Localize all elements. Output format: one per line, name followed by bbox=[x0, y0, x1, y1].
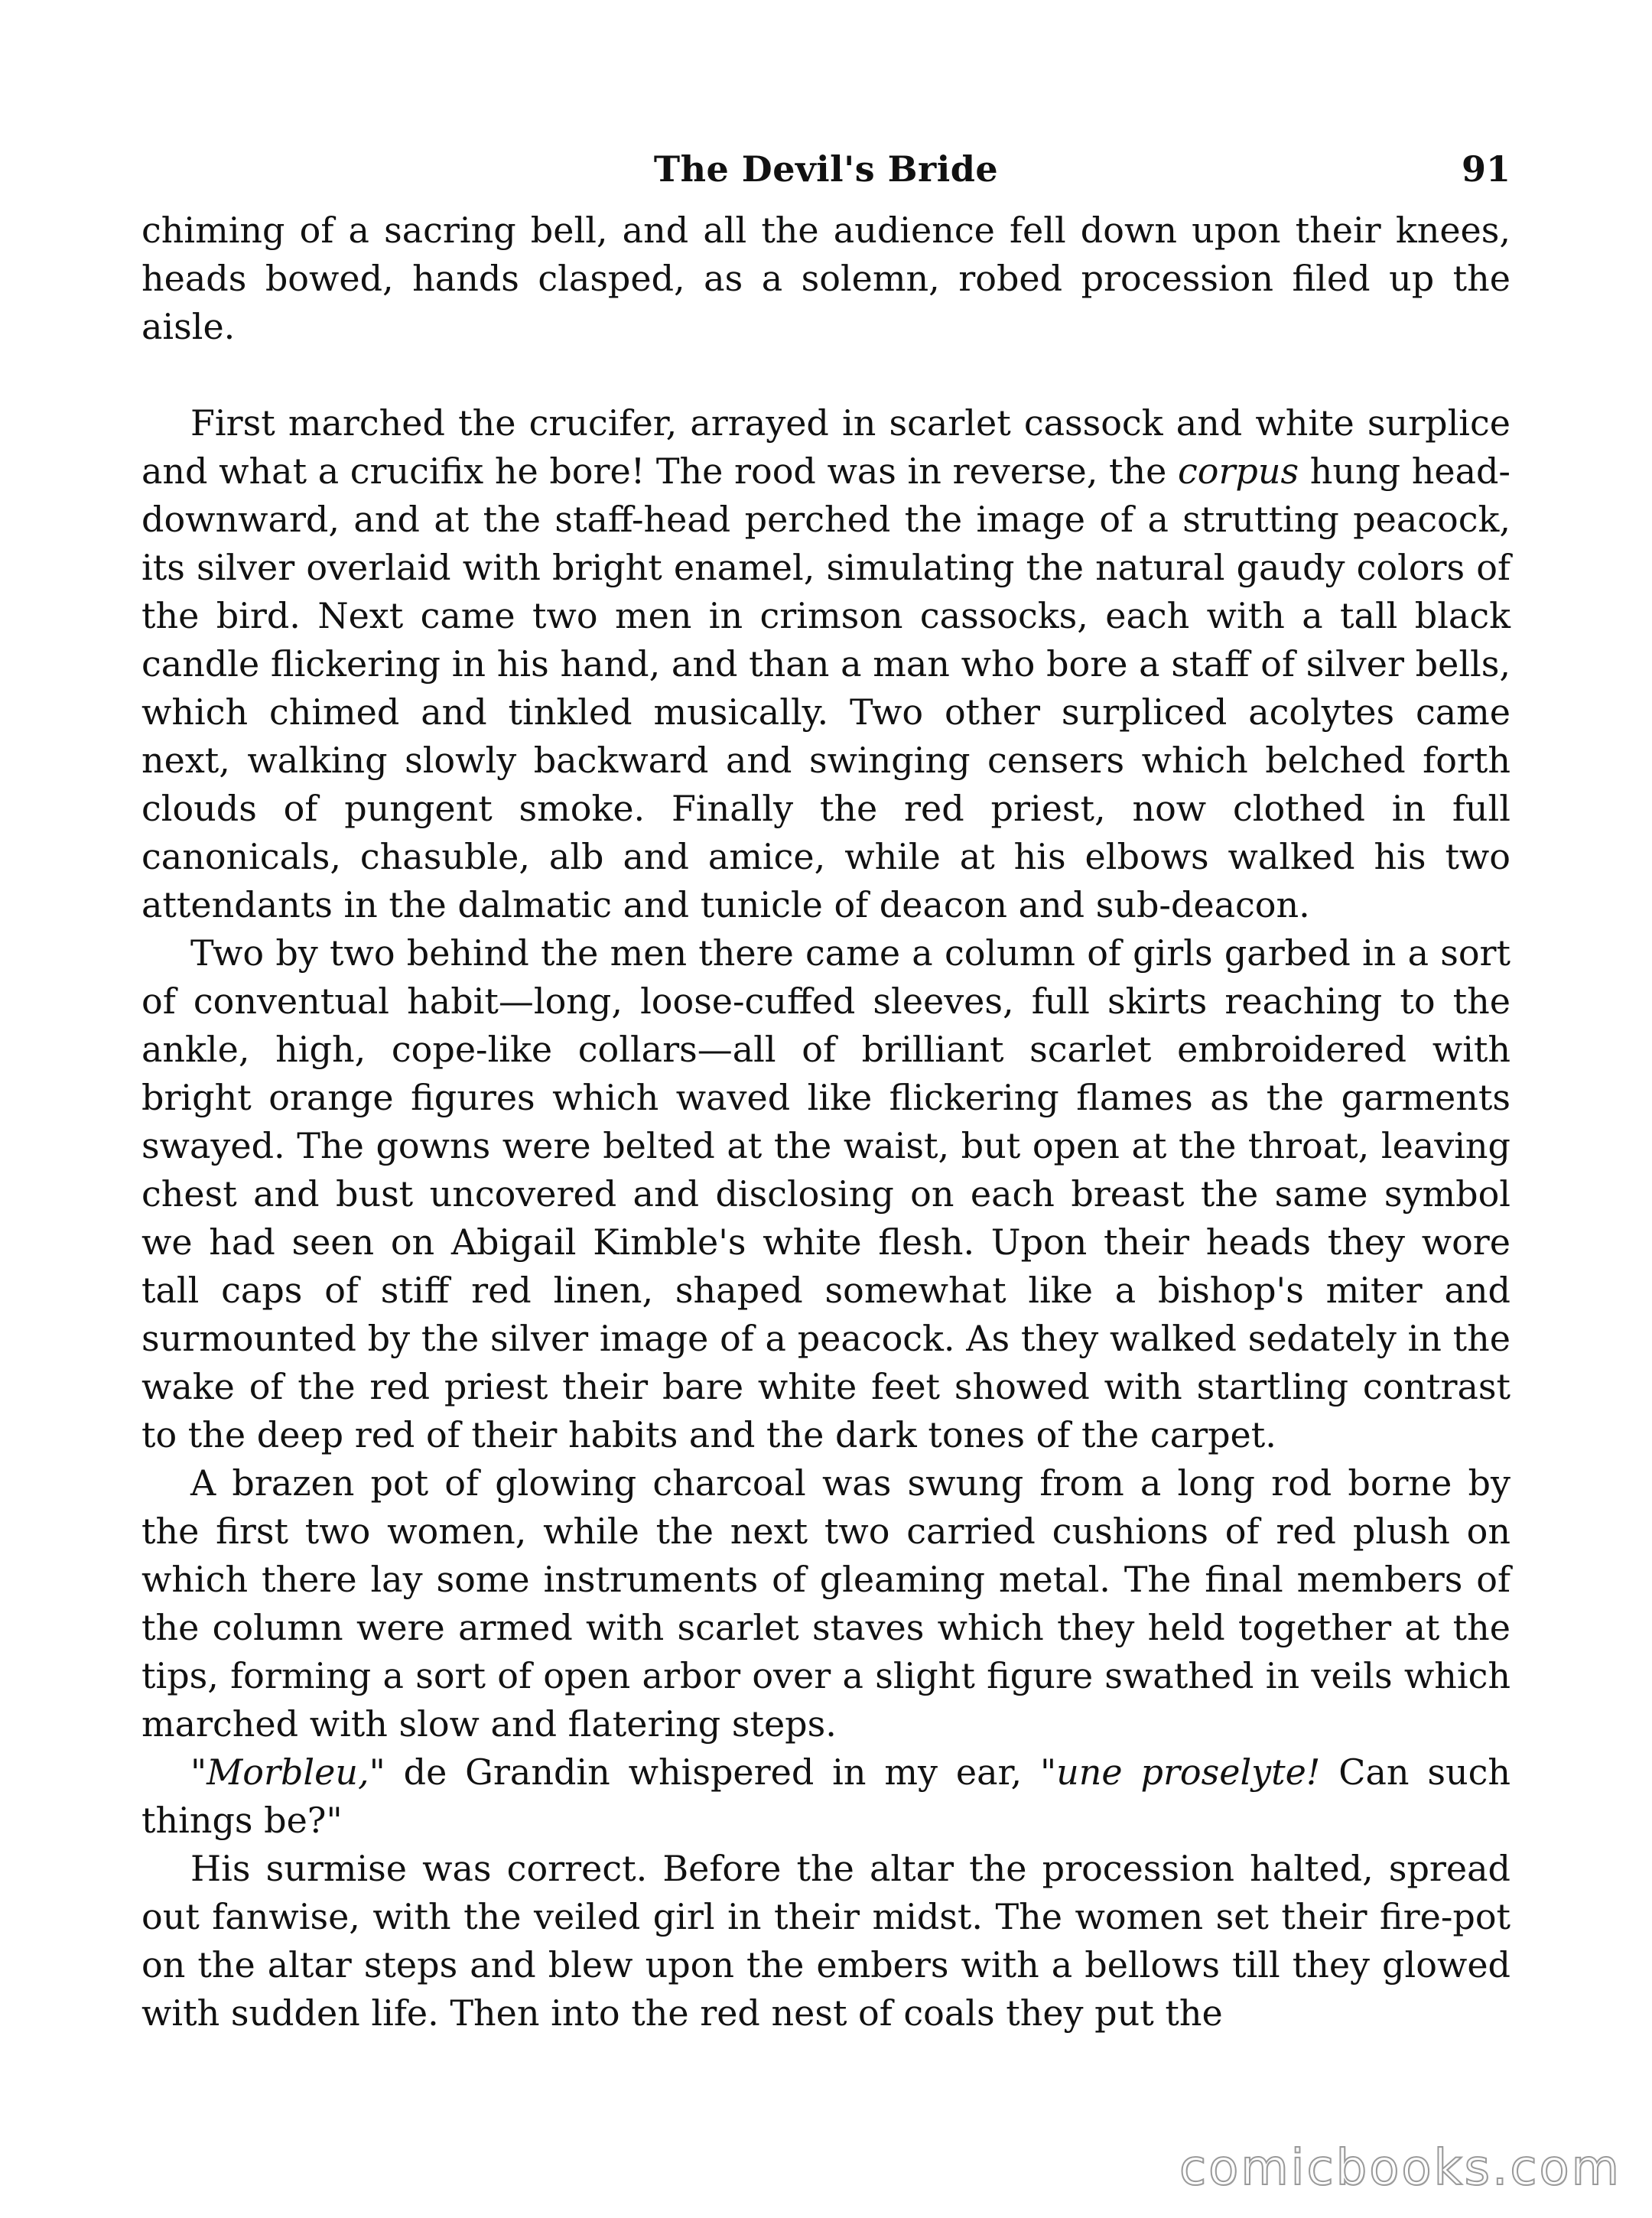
paragraph-girls-column: Two by two behind the men there came a column of girls garbed in a sort of conventual habit—long, loose-cuffed sleeves, full skirts reaching to the ankle, high, cope-like collars—all of brilliant scarlet embroidered with bright orange figures which waved like flickering flames as the garments swayed. The gowns were belted at the waist, but open at the throat, leaving chest and bust uncovered and disclosing on each breast the same symbol we had seen on Abigail Kimble's white flesh. Upon their heads they wore tall caps of stiff red linen, shaped somewhat like a bishop's miter and surmounted by the silver image of a peacock. As they walked sedately in the wake of the red priest their bare white feet showed with startling contrast to the deep red of their habits and the dark tones of the carpet. bbox=[141, 932, 1511, 1455]
paragraph-surmise: His surmise was correct. Before the altar the procession halted, spread out fanwise, with the veiled girl in their midst. The women set their fire-pot on the altar steps and blew upon the embers with a bellows till they glowed with sudden life. Then into the red nest of coals they put the bbox=[141, 1848, 1511, 2034]
text-run: Can such things be?" bbox=[141, 1751, 1511, 1841]
italic-morbleu: Morbleu, bbox=[206, 1751, 369, 1793]
body-text bbox=[141, 207, 1511, 2038]
paragraph-continued: chiming of a sacring bell, and all the audience fell down upon their knees, heads bowed, hands clasped, as a solemn, robed procession filed up the aisle. bbox=[141, 210, 1511, 347]
page-number: 91 bbox=[1461, 148, 1511, 190]
paragraph-procession bbox=[141, 399, 1511, 929]
italic-une-proselyte: une proselyte! bbox=[1056, 1751, 1321, 1793]
text-run: " de Grandin whispered in my ear, " bbox=[369, 1751, 1057, 1793]
text-run: hung head-downward, and at the staff-head perched the image of a strutting peacock, its silver overlaid with bright enamel, simulating the natural gaudy colors of the bird. Next came two men in crimson cassocks, each with a tall black candle flickering in his hand, and than a man who bore a staff of silver bells, which chimed and tinkled musically. Two other surpliced acolytes came next, walking slowly backward and swinging censers which belched forth clouds of pungent smoke. Finally the red priest, now clothed in full canonicals, chasuble, alb and amice, while at his elbows walked his two attendants in the dalmatic and tunicle of deacon and sub-deacon. bbox=[141, 450, 1511, 925]
running-title: The Devil's Bride bbox=[653, 148, 999, 190]
paragraph-de-grandin-whisper bbox=[141, 1748, 1511, 1845]
text-run: First marched the crucifer, arrayed in scarlet cassock and white surplice and what a crucifix he bore! The rood was in reverse, the bbox=[141, 402, 1511, 492]
text-run: " bbox=[190, 1751, 207, 1793]
watermark: comicbooks.com bbox=[1179, 2140, 1621, 2197]
paragraph-charcoal-pot: A brazen pot of glowing charcoal was swung from a long rod borne by the first two women, while the next two carried cushions of red plush on which there lay some instruments of gleaming metal. The final members of the column were armed with scarlet staves which they held together at the tips, forming a sort of open arbor over a slight figure swathed in veils which marched with slow and flatering steps. bbox=[141, 1462, 1511, 1745]
italic-term-corpus: corpus bbox=[1177, 450, 1299, 492]
running-head bbox=[141, 145, 1511, 193]
